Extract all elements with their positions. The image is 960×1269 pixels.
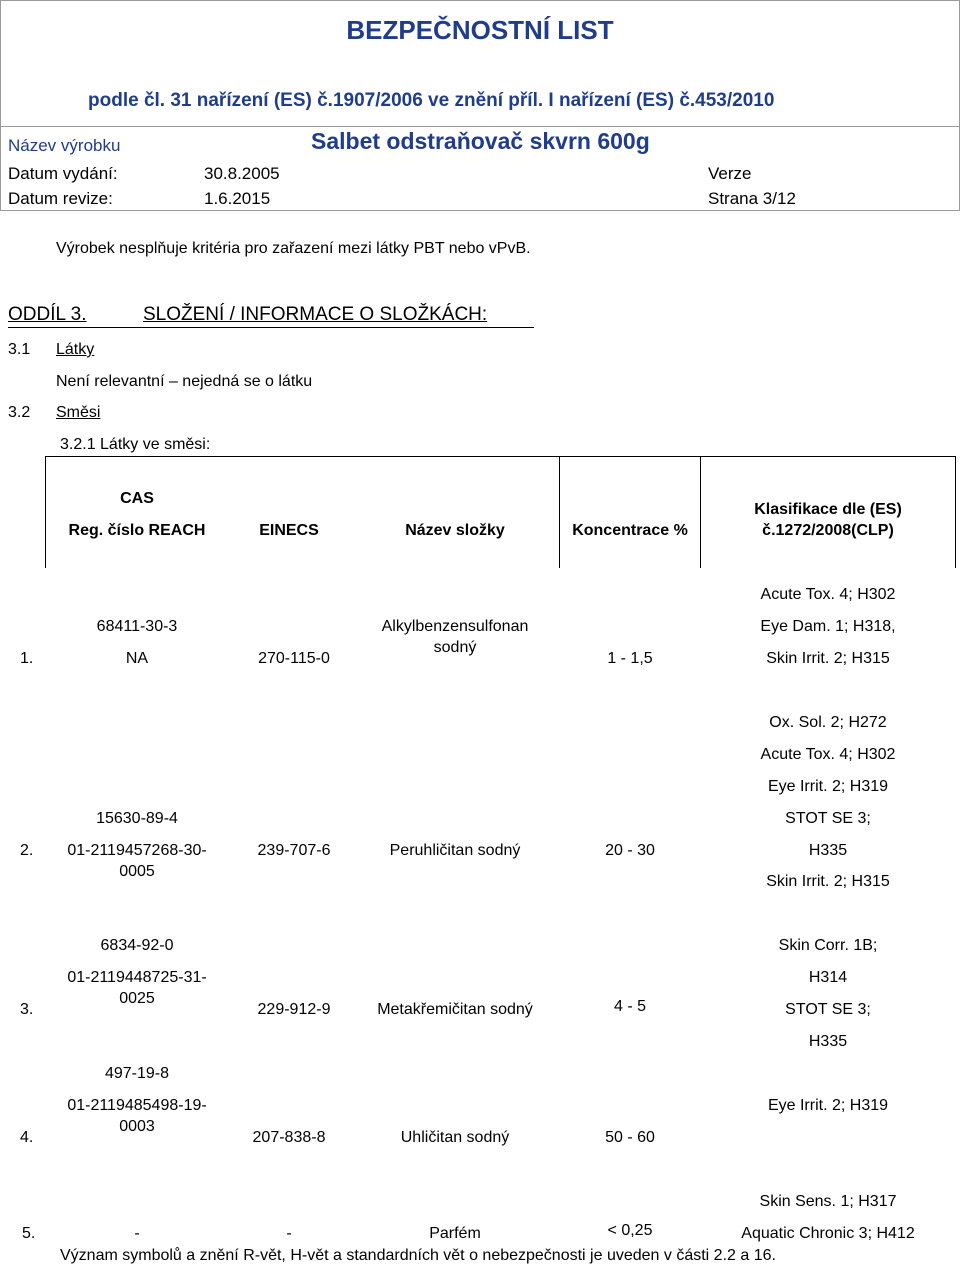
- revision-date: 1.6.2015: [204, 189, 271, 208]
- reach-number: 01-2119448725-31-: [67, 969, 207, 986]
- row-number: 1.: [20, 650, 34, 667]
- classification: Skin Irrit. 2; H315: [766, 873, 890, 890]
- col-header-concentration: Koncentrace %: [572, 522, 688, 539]
- subsection-31-text: Není relevantní – nejedná se o látku: [56, 373, 313, 390]
- subsection-32-number: 3.2: [8, 404, 31, 421]
- reach-number: 0005: [119, 863, 155, 880]
- classification: Aquatic Chronic 3; H412: [741, 1225, 915, 1242]
- subsection-31-number: 3.1: [8, 341, 31, 358]
- reach-number: NA: [125, 650, 149, 667]
- section-number: ODDÍL 3.: [8, 304, 87, 325]
- classification: STOT SE 3;: [785, 810, 871, 827]
- issue-date: 30.8.2005: [204, 164, 280, 183]
- einecs-number: 207-838-8: [252, 1129, 326, 1146]
- col-header-name: Název složky: [405, 522, 505, 539]
- col-header-cas: CAS: [120, 490, 154, 507]
- component-name: Metakřemičitan sodný: [377, 1001, 533, 1018]
- pbt-note: Výrobek nesplňuje kritéria pro zařazení mezi látky PBT nebo vPvB.: [56, 240, 531, 257]
- row-number: 3.: [20, 1001, 34, 1018]
- classification: Acute Tox. 4; H302: [760, 746, 896, 763]
- classification: Ox. Sol. 2; H272: [769, 714, 887, 731]
- classification: Eye Dam. 1; H318,: [760, 618, 896, 635]
- regulation-line: podle čl. 31 nařízení (ES) č.1907/2006 ve znění příl. I nařízení (ES) č.453/2010: [88, 90, 775, 111]
- revision-label: Datum revize:: [8, 189, 113, 208]
- einecs-number: -: [286, 1225, 292, 1242]
- table-top-border: [45, 456, 956, 457]
- document-title: BEZPEČNOSTNÍ LIST: [346, 15, 614, 45]
- subsection-31-title: Látky: [56, 341, 95, 358]
- einecs-number: 239-707-6: [257, 842, 331, 859]
- reach-number: 01-2119485498-19-: [67, 1097, 207, 1114]
- concentration: 1 - 1,5: [607, 650, 653, 667]
- cas-number: 6834-92-0: [100, 937, 174, 954]
- classification: Skin Sens. 1; H317: [759, 1193, 897, 1210]
- col-header-classification: Klasifikace dle (ES): [754, 501, 902, 518]
- component-name: Alkylbenzensulfonan: [381, 618, 529, 635]
- concentration: 4 - 5: [613, 998, 646, 1015]
- col-header-classification-reg: č.1272/2008(CLP): [762, 522, 894, 539]
- classification: H335: [808, 842, 848, 859]
- classification: Eye Irrit. 2; H319: [767, 778, 889, 795]
- concentration: < 0,25: [607, 1222, 653, 1239]
- section-underline: [8, 327, 534, 328]
- col-header-reach: Reg. číslo REACH: [68, 522, 206, 539]
- classification: Eye Irrit. 2; H319: [767, 1097, 889, 1114]
- cas-number: 68411-30-3: [96, 618, 178, 635]
- classification: H335: [808, 1033, 848, 1050]
- component-name: Uhličitan sodný: [400, 1129, 510, 1146]
- component-name: Parfém: [429, 1225, 481, 1242]
- classification: STOT SE 3;: [785, 1001, 871, 1018]
- reach-number: 0003: [119, 1118, 155, 1135]
- classification: Acute Tox. 4; H302: [760, 586, 896, 603]
- component-name: Peruhličitan sodný: [389, 842, 521, 859]
- classification: Skin Irrit. 2; H315: [766, 650, 890, 667]
- header-divider: [0, 126, 960, 127]
- classification: Skin Corr. 1B;: [778, 937, 878, 954]
- version-label: Verze: [708, 164, 752, 183]
- classification: H314: [808, 969, 848, 986]
- subsection-321: 3.2.1 Látky ve směsi:: [60, 436, 211, 453]
- cas-number: 15630-89-4: [96, 810, 178, 827]
- product-name: Salbet odstraňovač skvrn 600g: [311, 128, 650, 154]
- page-number: Strana 3/12: [708, 189, 796, 208]
- row-number: 4.: [20, 1129, 34, 1146]
- cas-number: 497-19-8: [104, 1065, 170, 1082]
- row-number: 2.: [20, 842, 34, 859]
- einecs-number: 229-912-9: [257, 1001, 331, 1018]
- component-name: sodný: [433, 639, 477, 656]
- table-col-divider: [559, 456, 560, 568]
- einecs-number: 270-115-0: [258, 650, 330, 667]
- cas-number: -: [134, 1225, 140, 1242]
- issue-label: Datum vydání:: [8, 164, 118, 183]
- reach-number: 01-2119457268-30-: [67, 842, 207, 859]
- concentration: 50 - 60: [605, 1129, 655, 1146]
- reach-number: 0025: [119, 990, 155, 1007]
- row-number: 5.: [22, 1225, 36, 1242]
- product-label: Název výrobku: [8, 136, 121, 155]
- col-header-einecs: EINECS: [259, 522, 319, 539]
- concentration: 20 - 30: [605, 842, 655, 859]
- subsection-32-title: Směsi: [56, 404, 101, 421]
- table-left-border: [45, 456, 46, 568]
- footer-note: Význam symbolů a znění R-vět, H-vět a standardních vět o nebezpečnosti je uveden v části 2.2 a 16.: [60, 1247, 776, 1264]
- section-title: SLOŽENÍ / INFORMACE O SLOŽKÁCH:: [143, 304, 488, 325]
